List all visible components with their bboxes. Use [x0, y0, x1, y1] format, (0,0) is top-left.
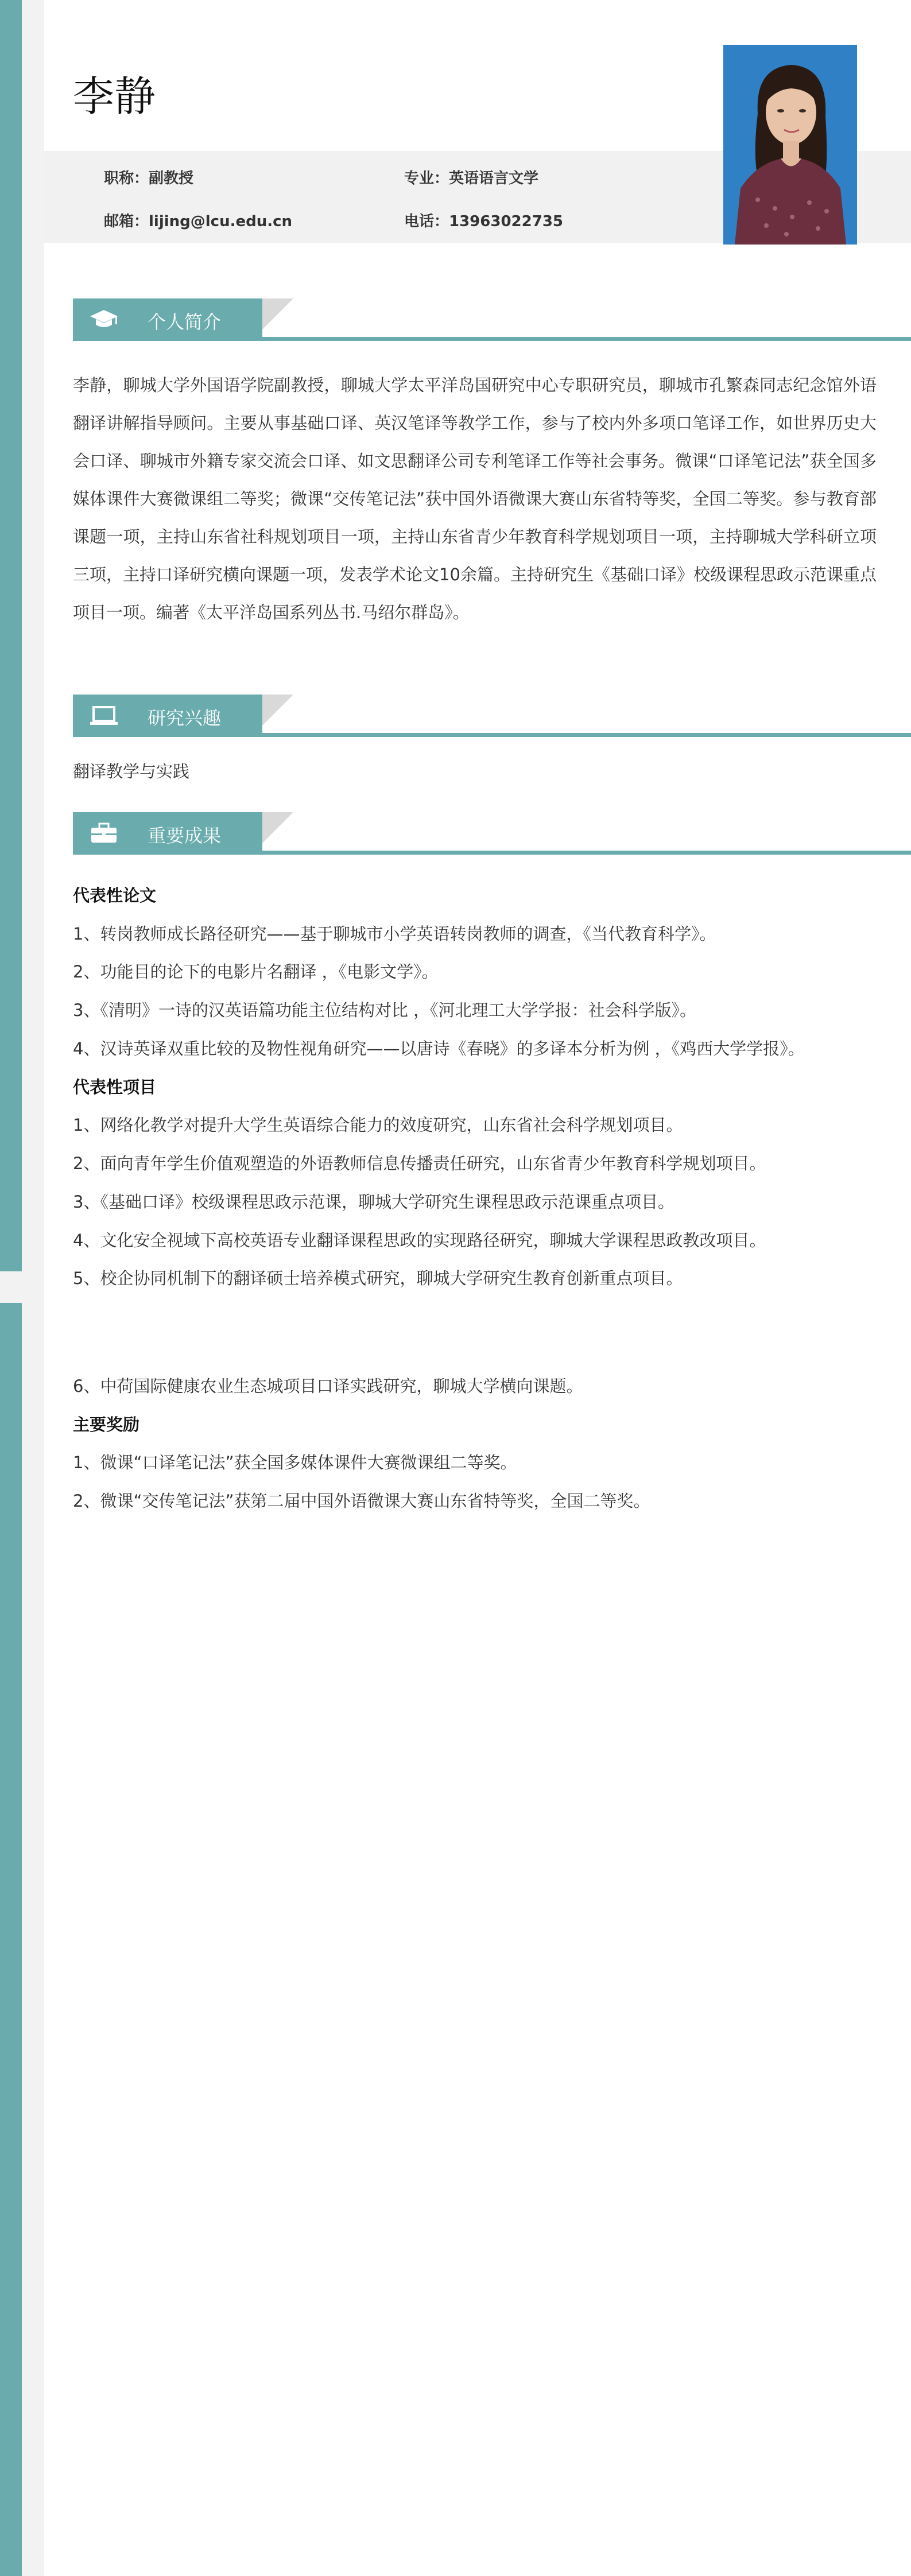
briefcase-icon — [89, 823, 119, 844]
project-item: 5、校企协同机制下的翻译硕士培养模式研究，聊城大学研究生教育创新重点项目。 — [73, 1268, 683, 1288]
major-field: 专业：英语语言文学 — [404, 170, 539, 187]
project-item: 2、面向青年学生价值观塑造的外语教师信息传播责任研究，山东省青少年教育科学规划项目。 — [73, 1154, 766, 1173]
paper-item: 2、功能目的论下的电影片名翻译 ，《电影文学》。 — [73, 962, 439, 981]
paper-item: 4、汉诗英译双重比较的及物性视角研究——以唐诗《春晓》的多译本分析为例 ，《鸡西大学学报》。 — [73, 1039, 805, 1058]
section-title-interests: 研究兴趣 — [148, 707, 222, 729]
paper-item: 3、《清明》一诗的汉英语篇功能主位结构对比 ，《河北理工大学学报：社会科学版》。 — [73, 1000, 697, 1020]
section-tab — [73, 812, 262, 855]
project-item: 4、文化安全视域下高校英语专业翻译课程思政的实现路径研究，聊城大学课程思政教改项目。 — [73, 1231, 766, 1250]
title-field: 职称：副教授 — [104, 170, 194, 187]
side-stripe-top — [0, 0, 22, 1271]
laptop-icon — [89, 705, 119, 727]
section-title-achievements: 重要成果 — [148, 825, 222, 847]
section-header-profile — [73, 298, 911, 344]
section-tab — [73, 298, 262, 341]
section-tab — [73, 695, 262, 737]
award-item: 2、微课“交传笔记法”获第二届中国外语微课大赛山东省特等奖，全国二等奖。 — [73, 1491, 650, 1511]
awards-heading: 主要奖励 — [73, 1415, 140, 1434]
paper-item: 1、转岗教师成长路径研究——基于聊城市小学英语转岗教师的调查，《当代教育科学》。 — [73, 924, 716, 944]
award-item: 1、微课“口译笔记法”获全国多媒体课件大赛微课组二等奖。 — [73, 1453, 517, 1472]
phone-field: 电话：13963022735 — [404, 213, 563, 230]
section-notch — [262, 298, 293, 329]
project-item: 6、中荷国际健康农业生态城项目口译实践研究，聊城大学横向课题。 — [73, 1376, 583, 1396]
profile-text: 李静，聊城大学外国语学院副教授，聊城大学太平洋岛国研究中心专职研究员，聊城市孔繁森同志纪念馆外语翻译讲解指导顾问。主要从事基础口译、英汉笔译等教学工作，参与了校内外多项口笔译工作，如世界历史大会口译、聊城市外籍专家交流会口译、如文思翻译公司专利笔译工作等社会事务。微课“口译笔记法”获全国多媒体课件大赛微课组二等奖；微课“交传笔记法”获中国外语微课大赛山东省特等奖，全国二等奖。参与教育部课题一项，主持山东省社科规划项目一项，主持山东省青少年教育科学规划项目一项，主持聊城大学科研立项三项，主持口译研究横向课题一项，发表学术论文10余篇。主持研究生《基础口译》校级课程思政示范课重点项目一项。编著《太平洋岛国系列丛书.马绍尔群岛》。 — [73, 375, 877, 622]
project-item: 1、网络化教学对提升大学生英语综合能力的效度研究，山东省社会科学规划项目。 — [73, 1115, 683, 1135]
resume-page — [44, 0, 911, 2576]
person-name: 李静 — [73, 72, 156, 121]
papers-heading: 代表性论文 — [73, 886, 157, 905]
email-field: 邮箱：lijing@lcu.edu.cn — [104, 213, 293, 230]
section-title-profile: 个人简介 — [148, 311, 222, 333]
section-header-interests — [73, 695, 911, 740]
profile-photo — [723, 45, 857, 245]
section-notch — [262, 812, 293, 843]
projects-heading: 代表性项目 — [73, 1077, 157, 1097]
interests-text: 翻译教学与实践 — [73, 762, 190, 781]
side-stripe-bottom — [0, 1303, 22, 2576]
section-header-achievements — [73, 812, 911, 858]
project-item: 3、《基础口译》校级课程思政示范课，聊城大学研究生课程思政示范课重点项目。 — [73, 1192, 674, 1212]
graduation-cap-icon — [89, 309, 119, 331]
section-notch — [262, 695, 293, 726]
